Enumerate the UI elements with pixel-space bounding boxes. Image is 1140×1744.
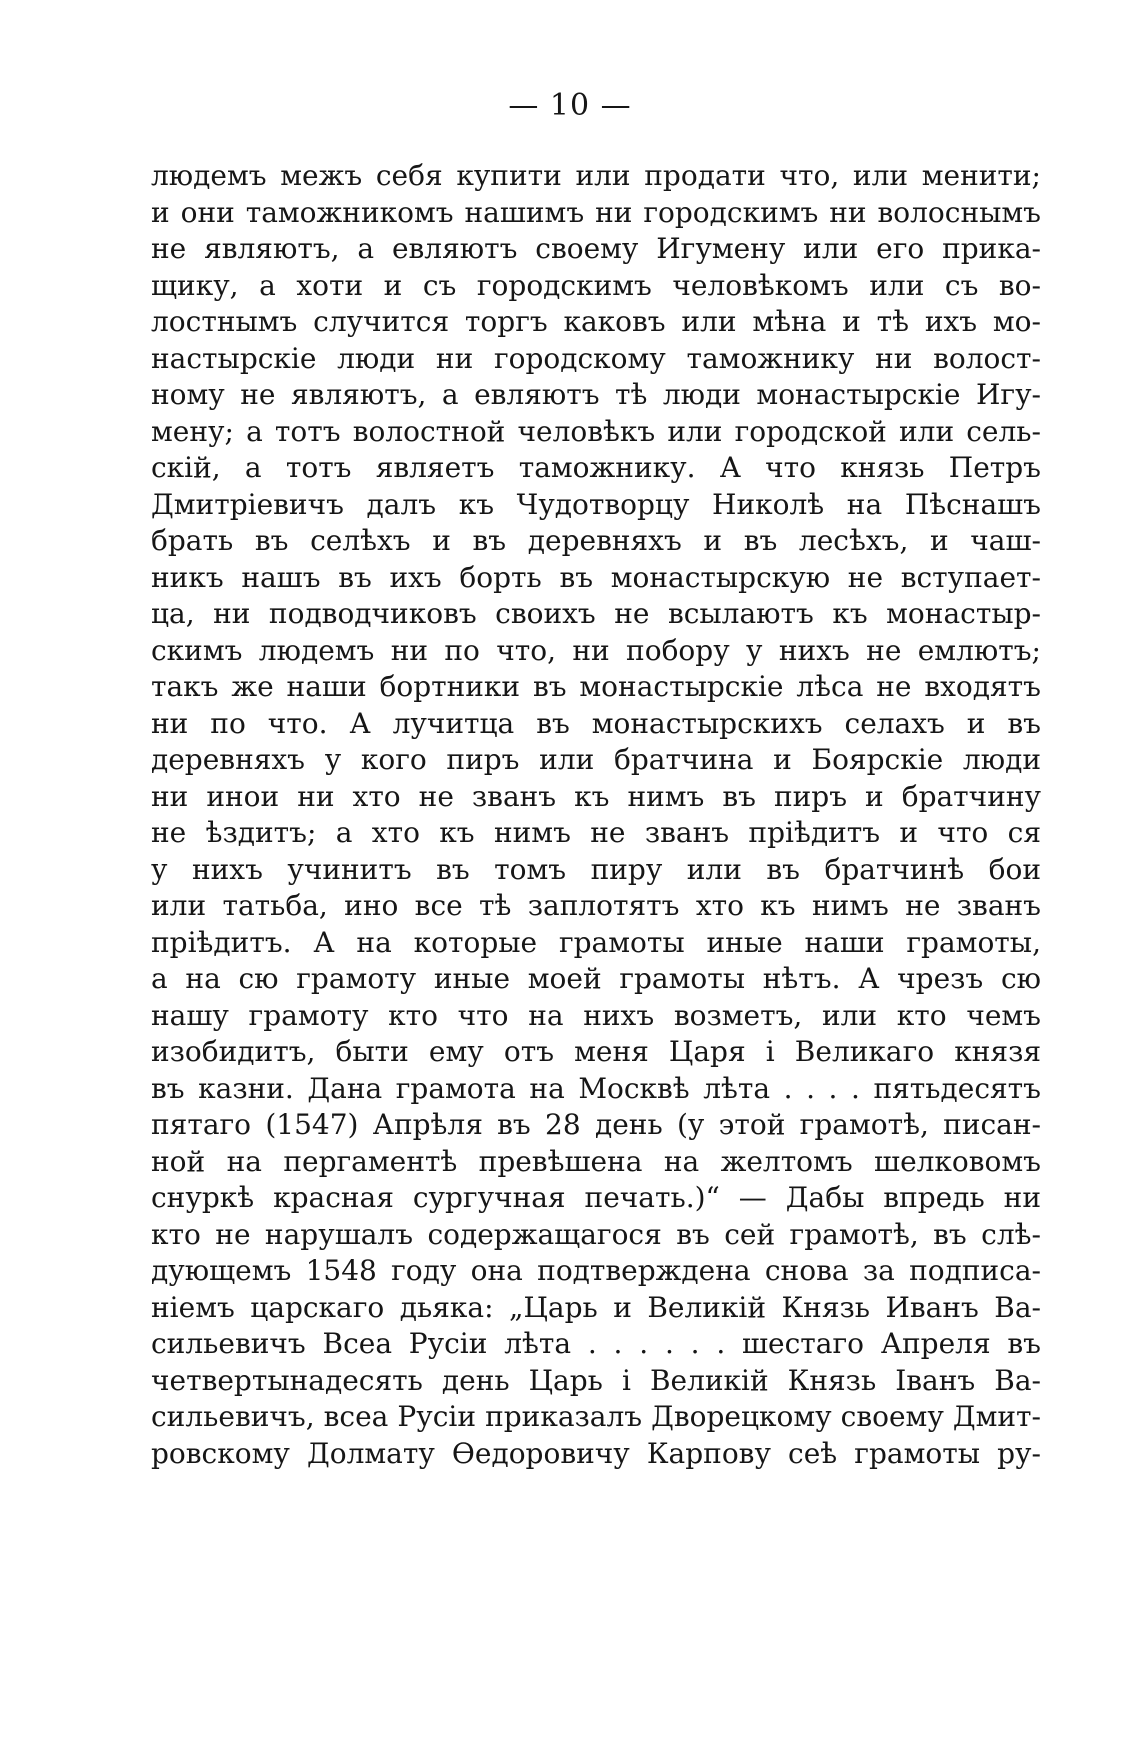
text-line: лостнымъ случится торгъ каковъ или мѣна и тѣ ихъ мо- xyxy=(151,305,1041,338)
text-line: ца, ни подводчиковъ своихъ не всылаютъ къ монастыр- xyxy=(151,597,1041,630)
text-line: и они таможникомъ нашимъ ни городскимъ ни волоснымъ xyxy=(151,195,1041,229)
text-line: не ѣздитъ; а хто къ нимъ не званъ пріѣдитъ и что ся xyxy=(151,816,1041,849)
text-line: настырскіе люди ни городскому таможнику ни волост- xyxy=(151,341,1041,375)
text-line: брать въ селѣхъ и въ деревняхъ и въ лесѣхъ, и чаш- xyxy=(151,524,1041,557)
text-line: снуркѣ красная сургучная печать.)“ — Дабы впредь ни xyxy=(151,1181,1041,1214)
text-line: ни инои ни хто не званъ къ нимъ въ пиръ и братчину xyxy=(151,779,1041,813)
text-line: ніемъ царскаго дьяка: „Царь и Великій Князь Иванъ Ва- xyxy=(151,1290,1041,1324)
text-line: нашу грамоту кто что на нихъ возметъ, или кто чемъ xyxy=(151,998,1041,1032)
text-line: ровскому Долмату Ѳедоровичу Карпову сеѣ грамоты ру- xyxy=(151,1436,1041,1470)
text-line: скимъ людемъ ни по что, ни побору у нихъ не емлютъ; xyxy=(151,633,1041,667)
text-line: дующемъ 1548 году она подтверждена снова за подписа- xyxy=(151,1254,1041,1287)
text-line: пріѣдитъ. А на которые грамоты иные наши грамоты, xyxy=(151,925,1041,959)
text-line: сильевичъ, всеа Русіи приказалъ Дворецкому своему Дмит- xyxy=(151,1400,1041,1433)
text-line: деревняхъ у кого пиръ или братчина и Боярскіе люди xyxy=(151,743,1041,776)
text-line: ной на пергаментѣ превѣшена на желтомъ шелковомъ xyxy=(151,1144,1041,1178)
text-line: изобидитъ, быти ему отъ меня Царя і Великаго князя xyxy=(151,1035,1041,1068)
text-line: скій, а тотъ являетъ таможнику. А что князь Петръ xyxy=(151,451,1041,484)
text-line: кто не нарушалъ содержащагося въ сей грамотѣ, въ слѣ- xyxy=(151,1217,1041,1251)
text-line: мену; а тотъ волостной человѣкъ или городской или сель- xyxy=(151,414,1041,448)
text-line: сильевичъ Всеа Русіи лѣта . . . . . . шестаго Апреля въ xyxy=(151,1327,1041,1360)
text-line: людемъ межъ себя купити или продати что, или менити; xyxy=(151,159,1041,192)
text-line: у нихъ учинитъ въ томъ пиру или въ братчинѣ бои xyxy=(151,852,1041,886)
text-line: пятаго (1547) Апрѣля въ 28 день (у этой грамотѣ, писан- xyxy=(151,1108,1041,1141)
text-line: въ казни. Дана грамота на Москвѣ лѣта . . . . пятьдесятъ xyxy=(151,1071,1041,1105)
text-line: не являютъ, а евляютъ своему Игумену или его прика- xyxy=(151,232,1041,265)
text-line: или татьба, ино все тѣ заплотятъ хто къ нимъ не званъ xyxy=(151,889,1041,922)
text-line: Дмитріевичъ далъ къ Чудотворцу Николѣ на Пѣснашъ xyxy=(151,487,1041,521)
text-line: такъ же наши бортники въ монастырскіе лѣса не входятъ xyxy=(151,670,1041,703)
page-number: — 10 — xyxy=(508,88,632,123)
text-line: ному не являютъ, а евляютъ тѣ люди монастырскіе Игу- xyxy=(151,378,1041,411)
body-text xyxy=(151,158,1041,1472)
text-line: четвертынадесять день Царь і Великій Князь Іванъ Ва- xyxy=(151,1363,1041,1397)
text-line: никъ нашъ въ ихъ борть въ монастырскую не вступает- xyxy=(151,560,1041,594)
text-line: ни по что. А лучитца въ монастырскихъ селахъ и въ xyxy=(151,706,1041,740)
text-line: а на сю грамоту иные моей грамоты нѣтъ. А чрезъ сю xyxy=(151,962,1041,995)
text-line: щику, а хоти и съ городскимъ человѣкомъ или съ во- xyxy=(151,268,1041,302)
